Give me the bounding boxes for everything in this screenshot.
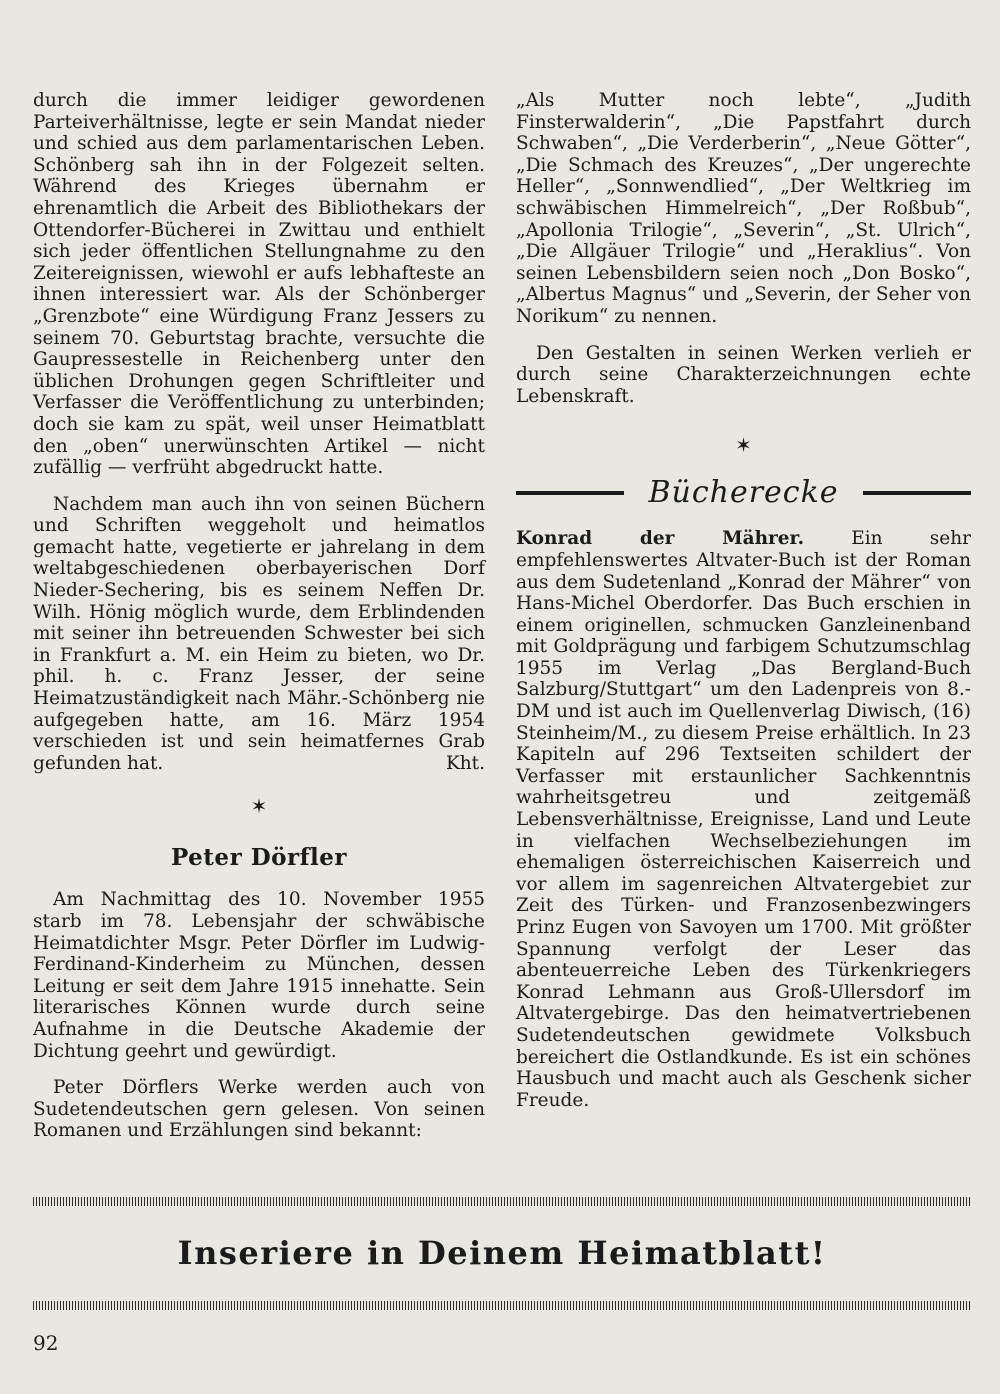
spacer [516,407,971,433]
paragraph-gap [33,1062,485,1077]
review-title: Konrad der Mährer. [516,528,805,550]
star-separator: ✶ [735,433,752,458]
decorative-rule-bottom [33,1301,971,1310]
right-paragraph-2: Den Gestalten in seinen Werken verlieh er durch seine Charakterzeichnungen echte Lebenskraft. [516,342,971,407]
left-paragraph-2-text: Nachdem man auch ihn von seinen Büchern und Schriften weggeholt und heimatlos gemacht hatte, vegetierte er jahrelang in dem weltabgeschiedenen oberbayerischen Dorf Nieder-Sechering, bis es seinem Neffen Dr. Wilh. Hönig möglich wurde, dem Erblindenden mit seiner ihn betreuenden Schwester bei sich in Frankfurt a. M. ein Heim zu bieten, wo Dr. phil. h. c. Franz Jesser, der seine Heimatzuständigkeit nach Mähr.-Schönberg nie aufgegeben hatte, am 16. März 1954 verschieden ist und sein heimatfernes Grab gefunden hat. [33,493,485,774]
author-signature: Kht. [445,752,485,774]
left-column [33,90,485,1142]
spacer [33,871,485,889]
header-rule-right [863,491,971,495]
left-paragraph-4: Peter Dörflers Werke werden auch von Sudetendeutschen gern gelesen. Von seinen Romanen und Erzählungen sind bekannt: [33,1077,485,1142]
spacer [33,774,485,794]
left-paragraph-3: Am Nachmittag des 10. November 1955 starb im 78. Lebensjahr der schwäbische Heimatdichter Msgr. Peter Dörfler im Ludwig-Ferdinand-Kinderheim zu München, dessen Leitung er seit dem Jahre 1915 innehatte. Sein literarisches Können wurde durch seine Aufnahme in die Deutsche Akademie der Dichtung geehrt und gewürdigt. [33,889,485,1062]
spacer [33,818,485,844]
left-paragraph-2 [33,494,485,775]
right-paragraph-1: „Als Mutter noch lebte“, „Judith Finsterwalderin“, „Die Papstfahrt durch Schwaben“, „Die Verderberin“, „Neue Götter“, „Die Schmach des Kreuzes“, „Der ungerechte Heller“, „Sonnwendlied“, „Der Weltkrieg im schwäbischen Himmelreich“, „Der Roßbub“, „Apollonia Trilogie“, „Severin“, „St. Ulrich“, „Die Allgäuer Trilogie“ und „Heraklius“. Von seinen Lebensbildern seien noch „Don Bosko“, „Albertus Magnus“ und „Severin, der Seher von Norikum“ zu nennen. [516,90,971,327]
star-separator: ✶ [250,794,268,819]
right-column [516,90,971,1111]
page-number: 92 [33,1331,59,1355]
review-text: Ein sehr empfehlenswertes Altvater-Buch ist der Roman aus dem Sudetenland „Konrad der Mährer“ von Hans-Michel Oberdorfer. Das Buch erschien in einem originellen, schmucken Ganzleinenband mit Goldprägung und farbigem Schutzumschlag 1955 im Verlag „Das Bergland-Buch Salzburg/Stuttgart“ um den Ladenpreis von 8.- DM und ist auch im Quellenverlag Diwisch, (16) Steinheim/M., zu diesem Preise erhältlich. In 23 Kapiteln auf 296 Textseiten schildert der Verfasser mit erstaunlicher Sachkenntnis wahrheitsgetreu und zeitgemäß Lebensverhältnisse, Ereignisse, Land und Leute in vielfachen Wechselbeziehungen im ehemaligen österreichischen Kaiserreich und vor allem im sagenreichen Altvatergebiet zur Zeit des Türken- und Franzosenbezwingers Prinz Eugen von Savoyen um 1700. Mit größter Spannung verfolgt der Leser das abenteuerreiche Leben des Türkenkriegers Konrad Lehmann aus Groß-Ullersdorf im Altvatergebirge. Das den heimatvertriebenen Sudetendeutschen gewidmete Volksbuch bereichert die Ostlandkunde. Es ist ein schönes Hausbuch und macht auch als Geschenk sicher Freude. [516,528,972,1111]
spacer [516,510,971,528]
paragraph-gap [516,328,971,343]
spacer [516,457,971,475]
book-review [516,528,971,1111]
advertising-banner: Inseriere in Deinem Heimatblatt! [177,1234,827,1272]
section-title: Bücherecke [648,475,839,511]
section-header-buecherecke [516,475,971,510]
article-heading-peter-doerfler: Peter Dörfler [171,844,347,872]
decorative-rule-top [33,1197,971,1206]
header-rule-left [516,491,624,495]
left-paragraph-1: durch die immer leidiger gewordenen Parteiverhältnisse, legte er sein Mandat nieder und schied aus dem parlamentarischen Leben. Schönberg sah ihn in der Folgezeit selten. Während des Krieges übernahm er ehrenamtlich die Arbeit des Bibliothekars der Ottendorfer-Bücherei in Zwittau und enthielt sich jeder öffentlichen Stellungnahme zu den Zeitereignissen, wiewohl er aufs lebhafteste an ihnen interessiert war. Als der Schönberger „Grenzbote“ eine Würdigung Franz Jessers zu seinem 70. Geburtstag brachte, versuchte die Gaupressestelle in Reichenberg unter den üblichen Drohungen gegen Schriftleiter und Verfasser die Veröffentlichung zu unterbinden; doch sie kam zu spät, weil unser Heimatblatt den „oben“ unerwünschten Artikel — nicht zufällig — verfrüht abgedruckt hatte. [33,90,485,479]
paragraph-gap [33,479,485,494]
